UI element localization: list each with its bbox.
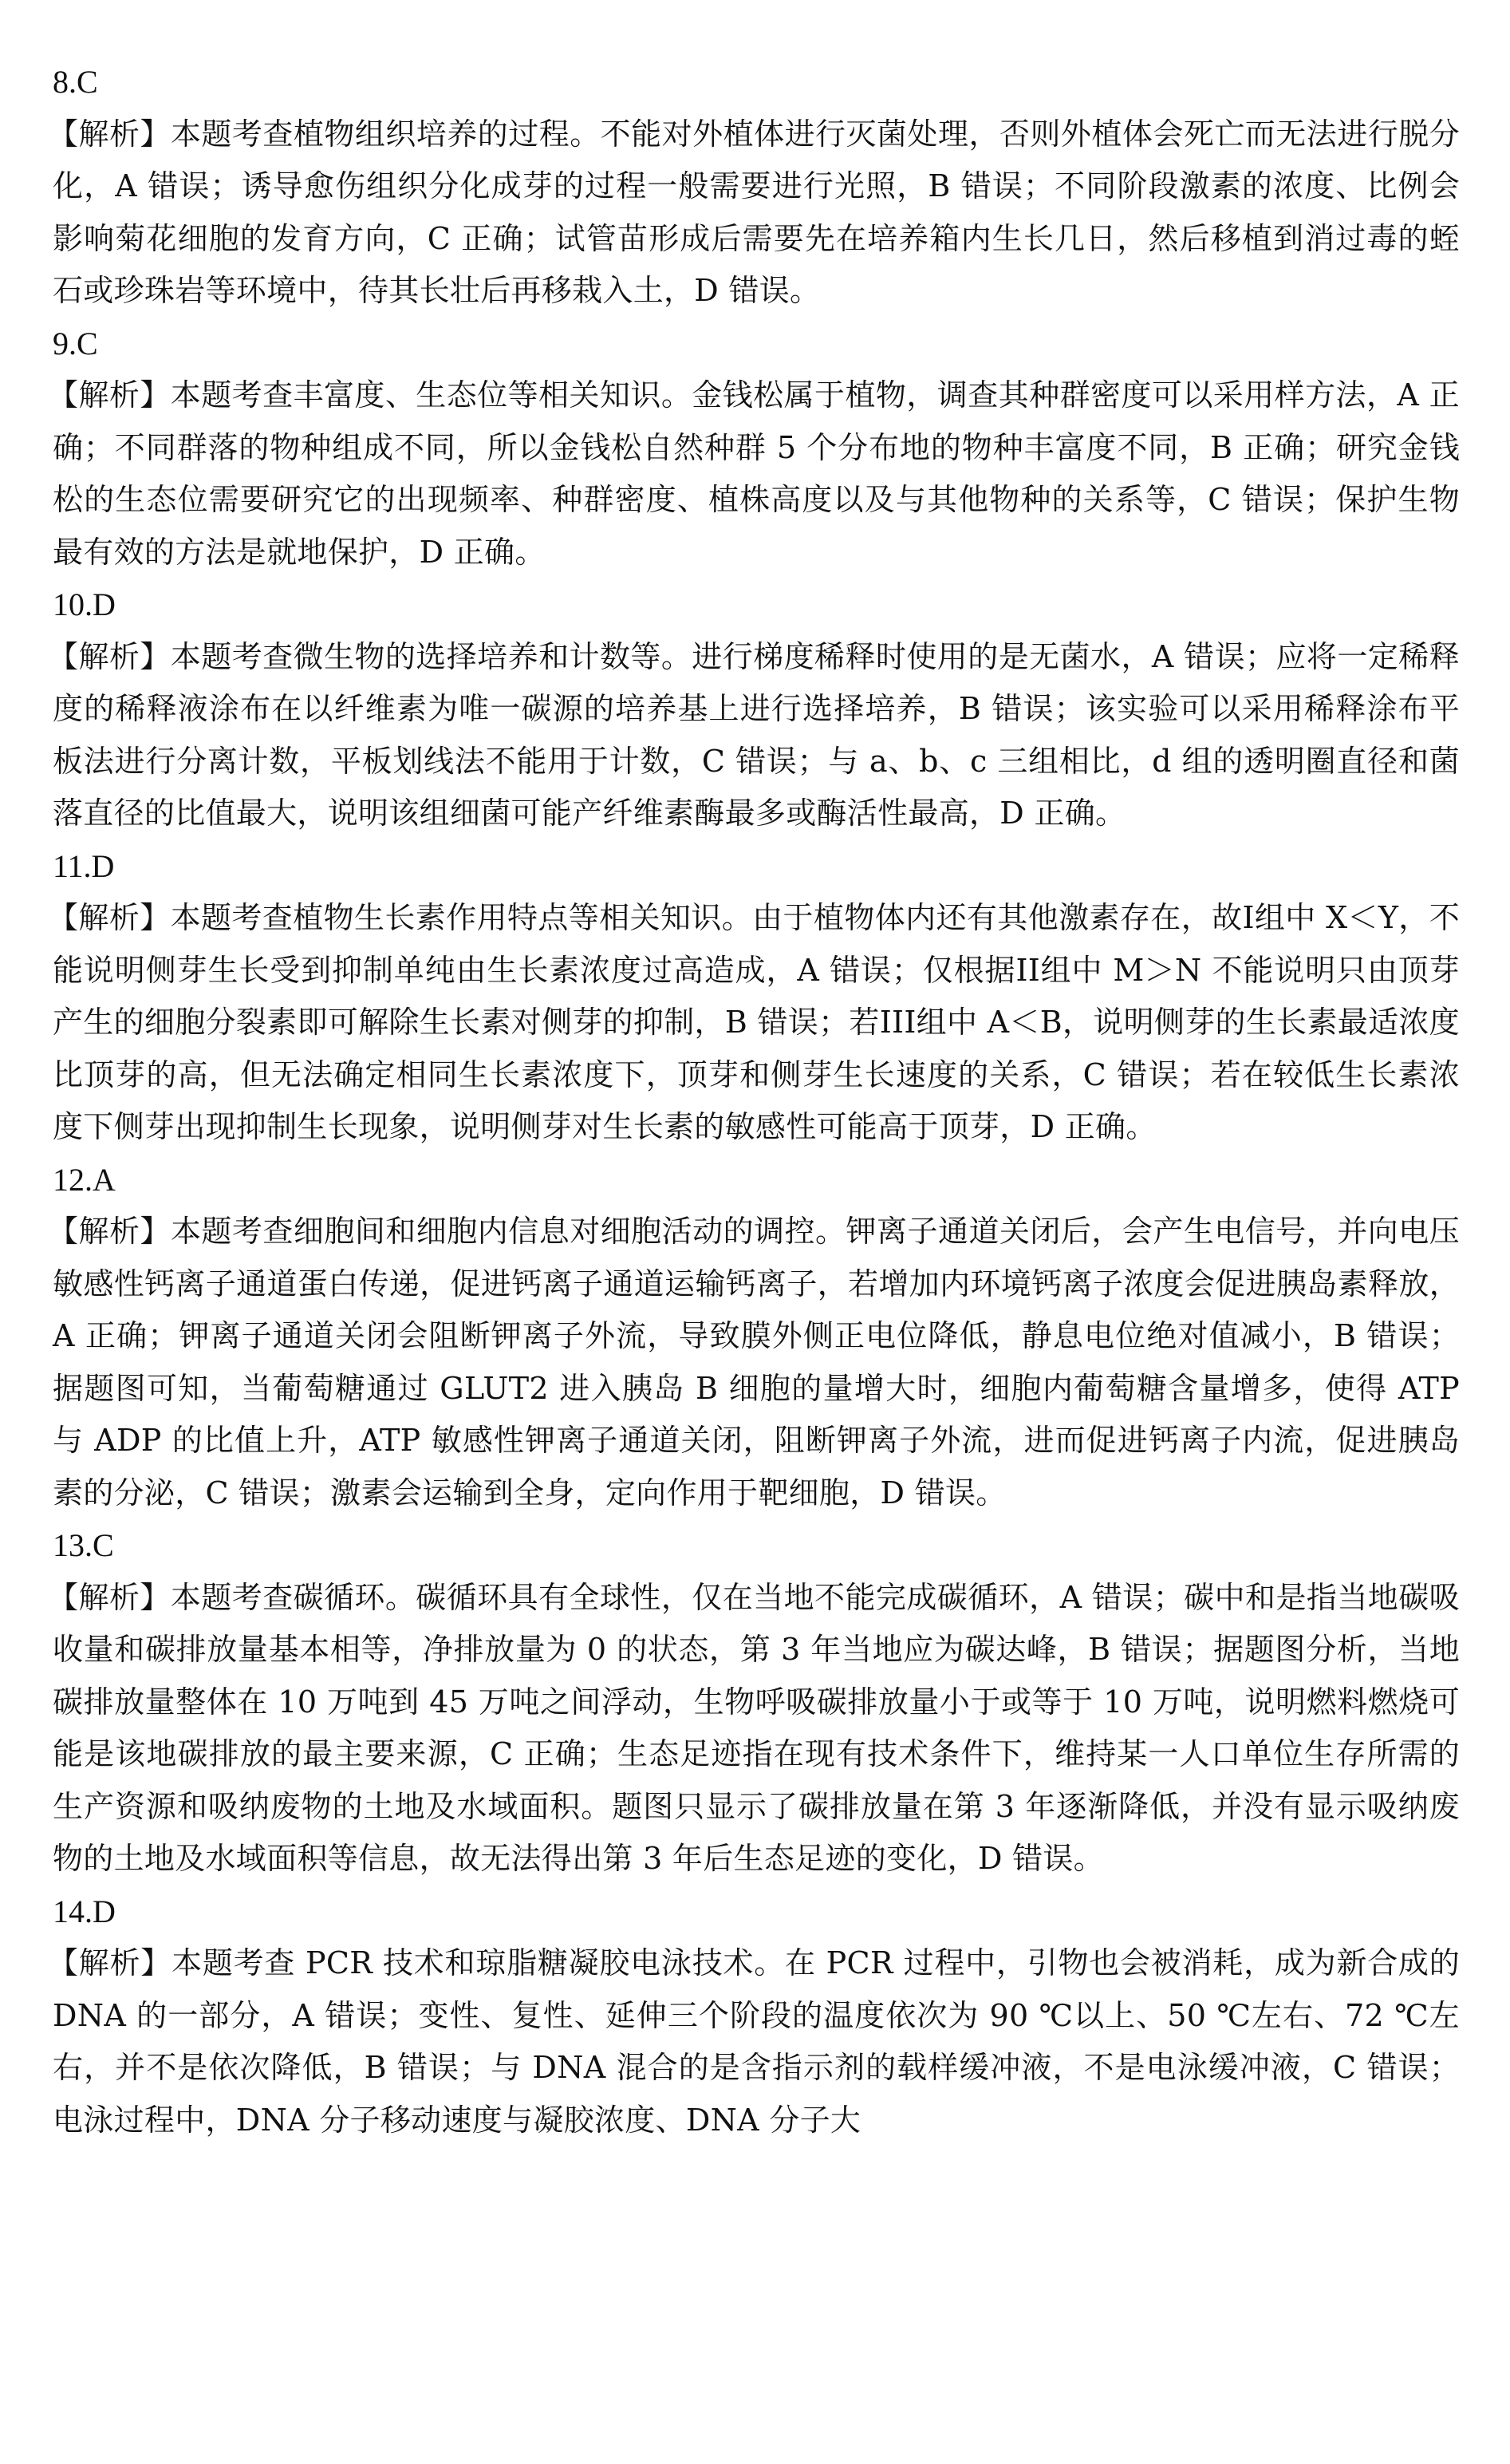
analysis-paragraph: [48, 892, 1460, 1154]
analysis-text: 本题考查碳循环。碳循环具有全球性，仅在当地不能完成碳循环，A 错误；碳中和是指当地碳吸收量和碳排放量基本相等，净排放量为 0 的状态，第 3 年当地应为碳达峰，B 错误；据题图分析，当地碳排放量整体在 10 万吨到 45 万吨之间浮动，生物呼吸碳排放量小于或等于 10 万吨，说明燃料燃烧可能是该地碳排放的最主要来源，C 正确；生态足迹指在现有技术条件下，维持某一人口单位生存所需的生产资源和吸纳废物的土地及水域面积。题图只显示了碳排放量在第 3 年逐渐降低，并没有显示吸纳废物的土地及水域面积等信息，故无法得出第 3 年后生态足迹的变化，D 错误。: [53, 1579, 1460, 1876]
question-number: 10.D: [53, 586, 116, 622]
analysis-paragraph: [48, 1937, 1460, 2146]
answer-analysis-page: [48, 56, 1461, 2146]
question-8: [48, 56, 1461, 318]
question-number: 12.A: [53, 1161, 116, 1198]
question-number: 11.D: [53, 847, 115, 884]
analysis-label: 【解析】: [48, 1945, 172, 1980]
analysis-text: 本题考查植物组织培养的过程。不能对外植体进行灭菌处理，否则外植体会死亡而无法进行脱分化，A 错误；诱导愈伤组织分化成芽的过程一般需要进行光照，B 错误；不同阶段激素的浓度、比例会影响菊花细胞的发育方向，C 正确；试管苗形成后需要先在培养箱内生长几日，然后移植到消过毒的蛭石或珍珠岩等环境中，待其长壮后再移栽入土，D 错误。: [53, 116, 1461, 308]
analysis-label: 【解析】: [48, 377, 171, 413]
question-number: 14.D: [53, 1893, 116, 1929]
analysis-label: 【解析】: [48, 1579, 171, 1615]
analysis-label: 【解析】: [48, 116, 171, 152]
analysis-paragraph: [48, 369, 1460, 578]
question-11: [48, 840, 1460, 1154]
analysis-paragraph: [48, 1572, 1460, 1886]
analysis-text: 本题考查植物生长素作用特点等相关知识。由于植物体内还有其他激素存在，故I组中 X＜Y，不能说明侧芽生长受到抑制单纯由生长素浓度过高造成，A 错误；仅根据II组中 M＞N 不能说明只由顶芽产生的细胞分裂素即可解除生长素对侧芽的抑制，B 错误；若III组中 A＜B，说明侧芽的生长素最适浓度比顶芽的高，但无法确定相同生长素浓度下，顶芽和侧芽生长速度的关系，C 错误；若在较低生长素浓度下侧芽出现抑制生长现象，说明侧芽对生长素的敏感性可能高于顶芽，D 正确。: [53, 900, 1460, 1144]
analysis-paragraph: [48, 109, 1461, 318]
question-9: [48, 318, 1460, 579]
analysis-text: 本题考查细胞间和细胞内信息对细胞活动的调控。钾离子通道关闭后，会产生电信号，并向电压敏感性钙离子通道蛋白传递，促进钙离子通道运输钙离子，若增加内环境钙离子浓度会促进胰岛素释放，A 正确；钾离子通道关闭会阻断钾离子外流，导致膜外侧正电位降低，静息电位绝对值减小，B 错误；据题图可知，当葡萄糖通过 GLUT2 进入胰岛 B 细胞的量增大时，细胞内葡萄糖含量增多，使得 ATP 与 ADP 的比值上升，ATP 敏感性钾离子通道关闭，阻断钾离子外流，进而促进钙离子内流，促进胰岛素的分泌，C 错误；激素会运输到全身，定向作用于靶细胞，D 错误。: [53, 1214, 1461, 1510]
analysis-paragraph: [48, 631, 1460, 840]
question-13: [48, 1519, 1460, 1886]
question-14: [48, 1886, 1460, 2147]
analysis-label: 【解析】: [48, 638, 171, 674]
question-number: 9.C: [53, 325, 98, 361]
question-10: [48, 578, 1460, 840]
analysis-text: 本题考查微生物的选择培养和计数等。进行梯度稀释时使用的是无菌水，A 错误；应将一定稀释度的稀释液涂布在以纤维素为唯一碳源的培养基上进行选择培养，B 错误；该实验可以采用稀释涂布平板法进行分离计数，平板划线法不能用于计数，C 错误；与 a、b、c 三组相比，d 组的透明圈直径和菌落直径的比值最大，说明该组细菌可能产纤维素酶最多或酶活性最高，D 正确。: [53, 638, 1460, 831]
analysis-label: 【解析】: [48, 1214, 171, 1249]
question-number: 13.C: [53, 1527, 114, 1563]
question-12: [48, 1154, 1461, 1520]
analysis-text: 本题考查 PCR 技术和琼脂糖凝胶电泳技术。在 PCR 过程中，引物也会被消耗，成为新合成的 DNA 的一部分，A 错误；变性、复性、延伸三个阶段的温度依次为 90 ℃以上、50 ℃左右、72 ℃左右，并不是依次降低，B 错误；与 DNA 混合的是含指示剂的载样缓冲液，不是电泳缓冲液，C 错误；电泳过程中，DNA 分子移动速度与凝胶浓度、DNA 分子大: [53, 1945, 1460, 2138]
question-number: 8.C: [53, 64, 98, 100]
analysis-text: 本题考查丰富度、生态位等相关知识。金钱松属于植物，调查其种群密度可以采用样方法，A 正确；不同群落的物种组成不同，所以金钱松自然种群 5 个分布地的物种丰富度不同，B 正确；研究金钱松的生态位需要研究它的出现频率、种群密度、植株高度以及与其他物种的关系等，C 错误；保护生物最有效的方法是就地保护，D 正确。: [53, 377, 1460, 570]
analysis-label: 【解析】: [48, 900, 171, 935]
analysis-paragraph: [48, 1206, 1461, 1519]
